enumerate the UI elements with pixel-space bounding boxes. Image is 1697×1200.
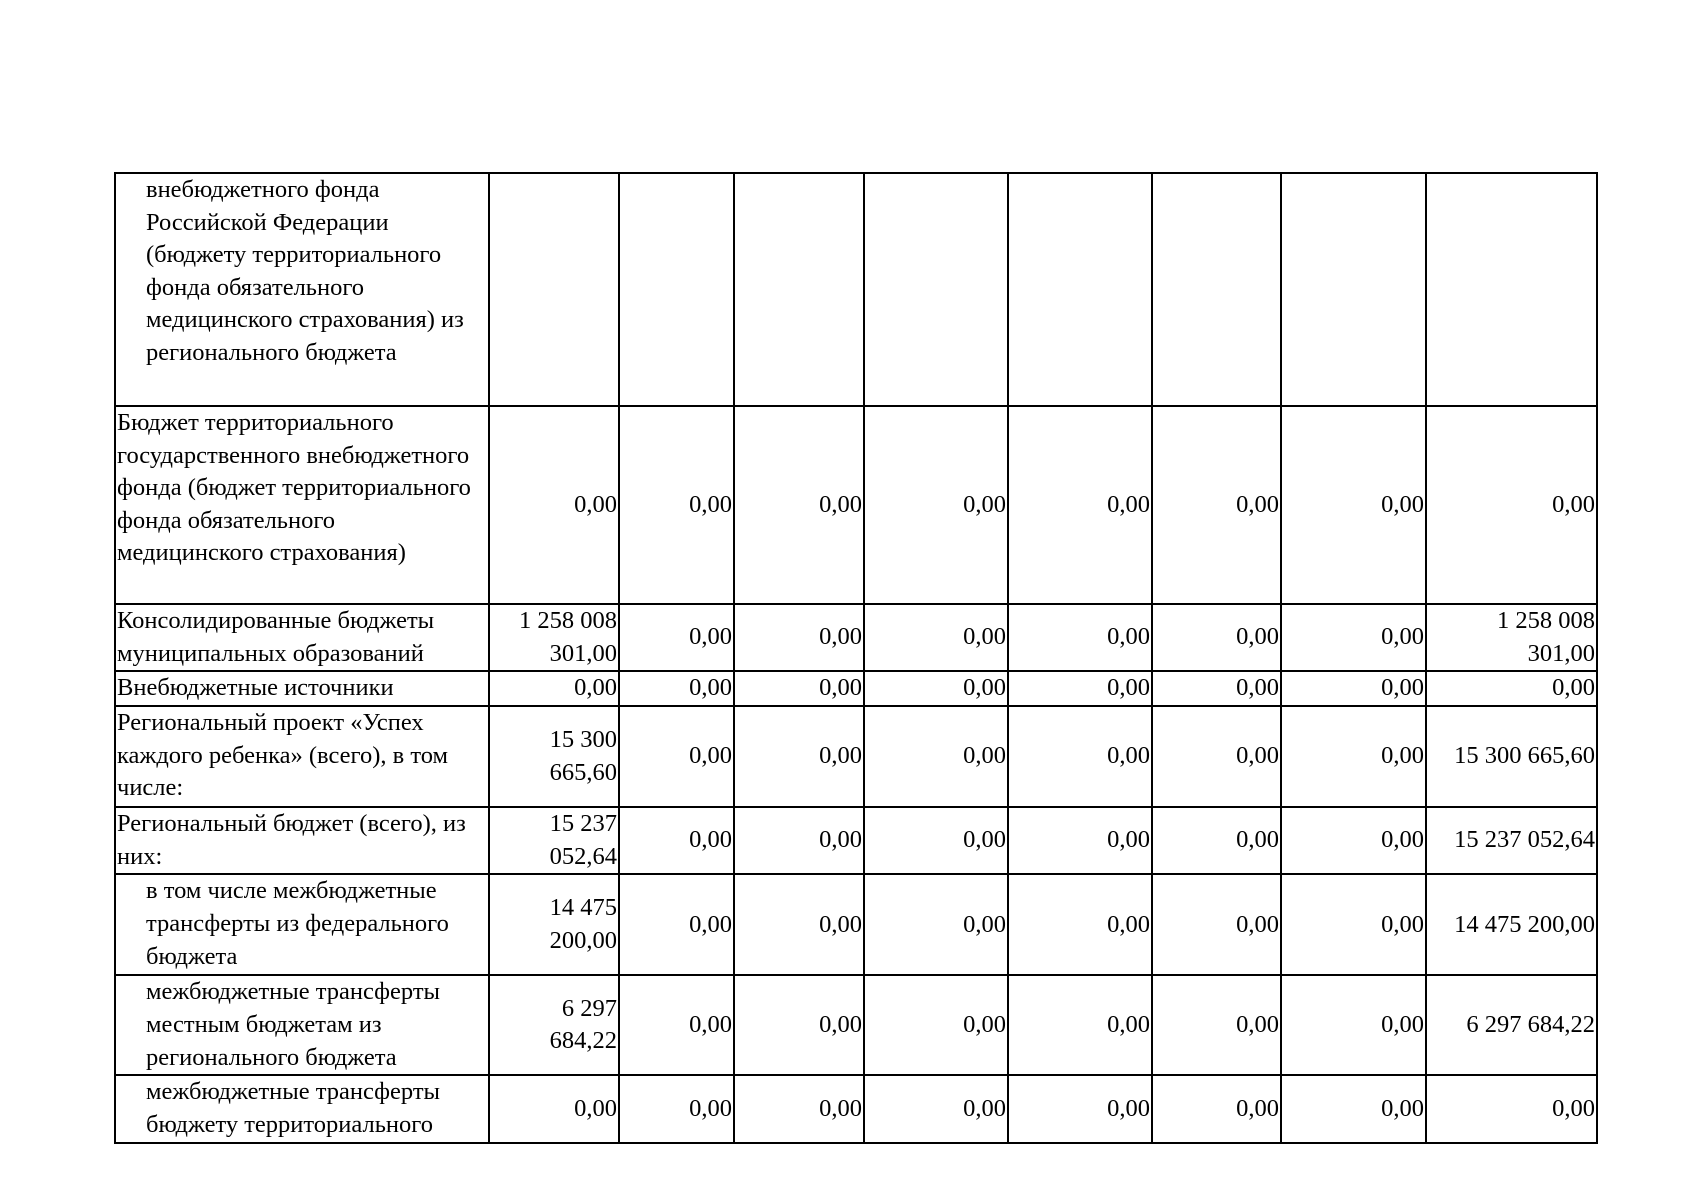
cell-value: 0,00 [619, 1075, 734, 1142]
cell-value: 0,00 [864, 975, 1008, 1075]
cell-value: 6 297 684,22 [1426, 975, 1597, 1075]
cell-value: 0,00 [1281, 671, 1426, 706]
cell-value: 0,00 [1152, 874, 1281, 975]
cell-value: 0,00 [1152, 406, 1281, 604]
cell-value: 0,00 [489, 671, 619, 706]
cell-value: 0,00 [864, 406, 1008, 604]
cell-value: 0,00 [1152, 975, 1281, 1075]
row-label: межбюджетные трансферты бюджету территориального [115, 1075, 489, 1142]
cell-value: 0,00 [619, 975, 734, 1075]
cell-value: 0,00 [619, 874, 734, 975]
cell-value: 0,00 [619, 406, 734, 604]
cell-value: 0,00 [734, 975, 864, 1075]
cell-value: 0,00 [1008, 406, 1152, 604]
cell-value: 0,00 [734, 706, 864, 807]
cell-value: 0,00 [1008, 671, 1152, 706]
cell-value: 0,00 [619, 807, 734, 874]
cell-value: 0,00 [734, 1075, 864, 1142]
cell-value: 0,00 [1152, 706, 1281, 807]
cell-value: 0,00 [864, 706, 1008, 807]
cell-value: 0,00 [1008, 1075, 1152, 1142]
cell-value: 0,00 [619, 604, 734, 671]
cell-value: 0,00 [1281, 406, 1426, 604]
cell-value: 0,00 [1426, 406, 1597, 604]
cell-value: 1 258 008 301,00 [489, 604, 619, 671]
table-row [115, 173, 1597, 406]
table-row [115, 1075, 1597, 1142]
cell-value: 0,00 [1281, 604, 1426, 671]
cell-value: 0,00 [1281, 706, 1426, 807]
cell-value: 0,00 [1281, 874, 1426, 975]
table-row [115, 874, 1597, 975]
cell-value: 0,00 [864, 807, 1008, 874]
row-label: Консолидированные бюджеты муниципальных образований [115, 604, 489, 671]
cell-value: 0,00 [1152, 807, 1281, 874]
cell-value: 0,00 [734, 406, 864, 604]
cell-value: 0,00 [1426, 1075, 1597, 1142]
row-label: Региональный проект «Успех каждого ребенка» (всего), в том числе: [115, 706, 489, 807]
budget-table [114, 172, 1598, 1144]
cell-value: 0,00 [864, 671, 1008, 706]
cell-value: 0,00 [1008, 874, 1152, 975]
table-row [115, 975, 1597, 1075]
row-label: внебюджетного фонда Российской Федерации (бюджету территориального фонда обязательного медицинского страхования) из регионального бюджета [115, 173, 489, 406]
row-label: Региональный бюджет (всего), из них: [115, 807, 489, 874]
cell-value: 0,00 [1152, 604, 1281, 671]
cell-value: 6 297 684,22 [489, 975, 619, 1075]
cell-value: 0,00 [1281, 1075, 1426, 1142]
cell-value: 0,00 [1281, 807, 1426, 874]
cell-value [734, 173, 864, 406]
cell-value: 0,00 [619, 671, 734, 706]
cell-value: 0,00 [734, 874, 864, 975]
cell-value: 0,00 [734, 604, 864, 671]
cell-value: 0,00 [864, 604, 1008, 671]
table-row [115, 406, 1597, 604]
cell-value: 0,00 [864, 874, 1008, 975]
row-label: межбюджетные трансферты местным бюджетам из регионального бюджета [115, 975, 489, 1075]
table-row [115, 706, 1597, 807]
cell-value [619, 173, 734, 406]
cell-value [864, 173, 1008, 406]
cell-value [1426, 173, 1597, 406]
cell-value: 15 300 665,60 [489, 706, 619, 807]
row-label: Бюджет территориального государственного внебюджетного фонда (бюджет территориального фонда обязательного медицинского страхования) [115, 406, 489, 604]
cell-value: 0,00 [734, 671, 864, 706]
cell-value: 0,00 [1008, 604, 1152, 671]
cell-value: 0,00 [1152, 1075, 1281, 1142]
cell-value [489, 173, 619, 406]
cell-value [1152, 173, 1281, 406]
cell-value [1281, 173, 1426, 406]
cell-value: 0,00 [619, 706, 734, 807]
cell-value: 0,00 [864, 1075, 1008, 1142]
table-row [115, 604, 1597, 671]
cell-value: 14 475 200,00 [489, 874, 619, 975]
cell-value [1008, 173, 1152, 406]
cell-value: 15 300 665,60 [1426, 706, 1597, 807]
cell-value: 14 475 200,00 [1426, 874, 1597, 975]
cell-value: 15 237 052,64 [489, 807, 619, 874]
table-row [115, 671, 1597, 706]
cell-value: 0,00 [734, 807, 864, 874]
cell-value: 0,00 [1008, 975, 1152, 1075]
row-label: в том числе межбюджетные трансферты из федерального бюджета [115, 874, 489, 975]
cell-value: 0,00 [1008, 807, 1152, 874]
cell-value: 15 237 052,64 [1426, 807, 1597, 874]
cell-value: 0,00 [1152, 671, 1281, 706]
row-label: Внебюджетные источники [115, 671, 489, 706]
table-row [115, 807, 1597, 874]
cell-value: 0,00 [1008, 706, 1152, 807]
cell-value: 0,00 [1281, 975, 1426, 1075]
cell-value: 0,00 [489, 406, 619, 604]
cell-value: 1 258 008 301,00 [1426, 604, 1597, 671]
cell-value: 0,00 [489, 1075, 619, 1142]
cell-value: 0,00 [1426, 671, 1597, 706]
